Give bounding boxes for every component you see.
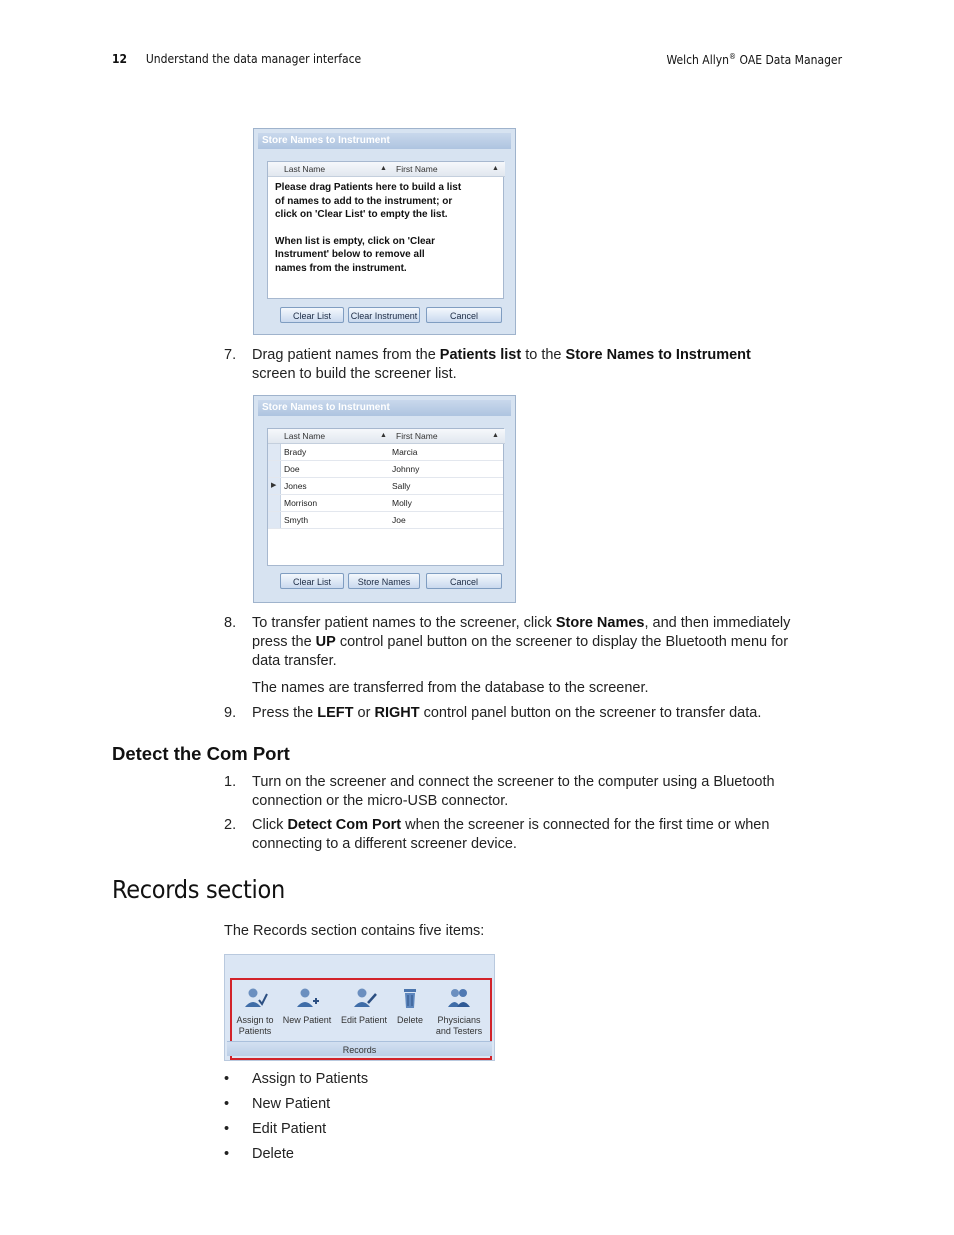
- row-selector[interactable]: [268, 478, 281, 494]
- names-list[interactable]: [267, 428, 504, 566]
- running-header-product: [666, 52, 842, 67]
- step-number: 7.: [224, 347, 237, 363]
- assign-to-patients-button[interactable]: Assign to Patients: [233, 985, 277, 1037]
- records-ribbon-group: [224, 954, 495, 1061]
- step-number: 8.: [224, 615, 237, 631]
- dialog-title: Store Names to Instrument: [258, 400, 511, 416]
- new-patient-icon: [294, 985, 320, 1011]
- page-number: 12: [112, 52, 128, 66]
- dialog-title: Store Names to Instrument: [258, 133, 511, 149]
- edit-patient-icon: [351, 985, 377, 1011]
- table-row[interactable]: Smyth Joe: [268, 512, 503, 529]
- list-item: • Assign to Patients: [224, 1071, 369, 1087]
- clear-list-button[interactable]: Clear List: [280, 573, 344, 589]
- header-section-title: Understand the data manager interface: [145, 52, 362, 66]
- row-selector[interactable]: [268, 461, 281, 477]
- store-names-dialog-populated: [253, 395, 516, 603]
- clear-instrument-button[interactable]: Clear Instrument: [348, 307, 420, 323]
- product-name: OAE Data Manager: [736, 53, 842, 67]
- sort-up-icon: ▲: [380, 165, 387, 172]
- step-number: 1.: [224, 774, 237, 790]
- table-row[interactable]: Morrison Molly: [268, 495, 503, 512]
- physicians-and-testers-button[interactable]: Physicians and Testers: [429, 985, 489, 1037]
- table-row[interactable]: Doe Johnny: [268, 461, 503, 478]
- records-items-list: [224, 1070, 368, 1170]
- step-number: 2.: [224, 817, 237, 833]
- sort-up-icon: ▲: [492, 165, 499, 172]
- section-heading-records: Records section: [112, 875, 285, 904]
- column-header-last-name[interactable]: Last Name ▲: [268, 429, 392, 444]
- running-header: [112, 52, 361, 66]
- edit-patient-button[interactable]: Edit Patient: [337, 985, 391, 1026]
- assign-patients-icon: [242, 985, 268, 1011]
- store-names-dialog-empty: [253, 128, 516, 335]
- column-header-first-name[interactable]: First Name ▲: [392, 162, 505, 177]
- sort-up-icon: ▲: [492, 432, 499, 439]
- step-8-text: To transfer patient names to the screener, click Store Names, and then immediately press the UP control panel button on the screener to display the Bluetooth menu for data transfer.: [252, 615, 791, 669]
- new-patient-button[interactable]: New Patient: [279, 985, 335, 1026]
- ribbon-group-caption: Records: [342, 1045, 377, 1055]
- step-7-text: Drag patient names from the Patients list to the Store Names to Instrument screen to build the screener list.: [252, 347, 751, 382]
- records-intro: The Records section contains five items:: [224, 923, 485, 939]
- section-heading-detect-com-port: Detect the Com Port: [112, 743, 290, 764]
- detect-step-2-text: Click Detect Com Port when the screener is connected for the first time or when connecting to a different screener device.: [252, 817, 770, 852]
- drop-instructions: Please drag Patients here to build a list of names to add to the instrument; or click on 'Clear List' to empty the list. When list is empty, click on 'Clear Instrument' below to remove all names from the instrument.: [275, 182, 462, 274]
- step-9-text: Press the LEFT or RIGHT control panel button on the screener to transfer data.: [252, 705, 762, 721]
- list-item: • New Patient: [224, 1096, 331, 1112]
- clear-list-button[interactable]: Clear List: [280, 307, 344, 323]
- list-item: • Edit Patient: [224, 1121, 327, 1137]
- current-row-arrow-icon: ▶: [271, 482, 277, 489]
- store-names-button[interactable]: Store Names: [348, 573, 420, 589]
- table-row[interactable]: Brady Marcia: [268, 444, 503, 461]
- column-header-first-name[interactable]: First Name ▲: [392, 429, 505, 444]
- registered-mark: ®: [728, 52, 737, 61]
- drop-list[interactable]: [267, 161, 504, 299]
- delete-icon: [397, 985, 423, 1011]
- brand-name: Welch Allyn: [666, 53, 729, 67]
- delete-button[interactable]: Delete: [392, 985, 428, 1026]
- sort-up-icon: ▲: [380, 432, 387, 439]
- table-row[interactable]: ▶ Jones Sally: [268, 478, 503, 495]
- detect-step-1-text: Turn on the screener and connect the screener to the computer using a Bluetooth connection or the micro-USB connector.: [252, 774, 775, 809]
- cancel-button[interactable]: Cancel: [426, 307, 502, 323]
- physicians-testers-icon: [446, 985, 472, 1011]
- column-header-last-name[interactable]: Last Name ▲: [268, 162, 392, 177]
- row-selector[interactable]: [268, 512, 281, 528]
- step-8-note: The names are transferred from the database to the screener.: [252, 680, 649, 696]
- row-selector[interactable]: [268, 495, 281, 511]
- cancel-button[interactable]: Cancel: [426, 573, 502, 589]
- list-item: • Delete: [224, 1146, 294, 1162]
- row-selector[interactable]: [268, 444, 281, 460]
- step-number: 9.: [224, 705, 237, 721]
